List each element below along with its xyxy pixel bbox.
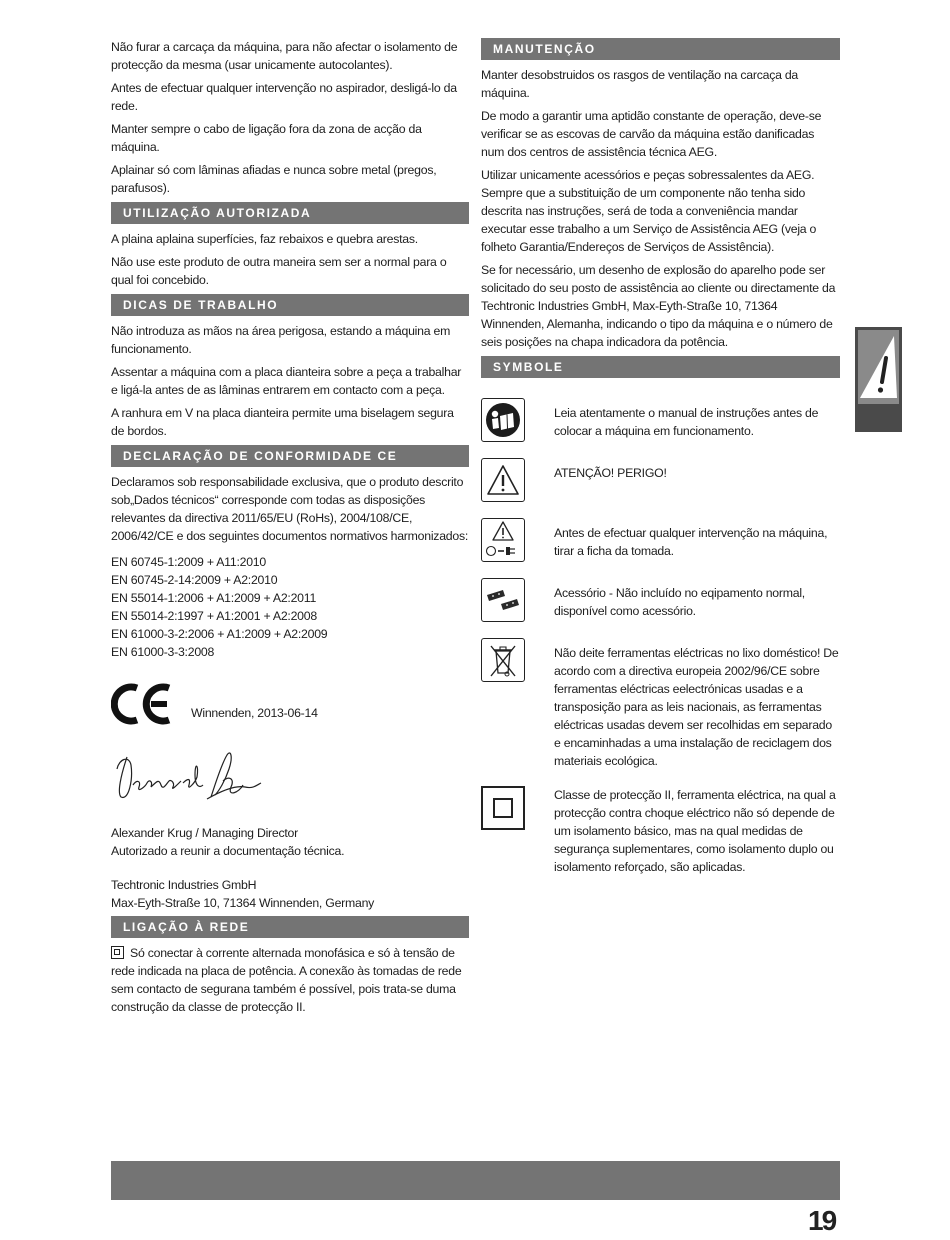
warning-triangle-icon xyxy=(481,458,525,502)
intro-paragraph-4: Aplainar só com lâminas afiadas e nunca sobre metal (pregos, parafusos). xyxy=(111,163,437,195)
standard-item: EN 61000-3-2:2006 + A1:2009 + A2:2009 xyxy=(111,627,328,641)
symbol-row-unplug xyxy=(481,518,840,562)
symbol-text-read-manual: Leia atentamente o manual de instruções antes de colocar a máquina em funcionamento. xyxy=(554,406,819,438)
symbol-text-class-ii: Classe de protecção II, ferramenta eléctrica, na qual a protecção contra choque eléctrico não só depende de um isolamento básico, mas na qual medidas de segurança suplementares, como isolamento duplo ou isolamento reforçado, são aplicadas. xyxy=(554,788,836,874)
standard-item: EN 60745-1:2009 + A11:2010 xyxy=(111,555,266,569)
company-block xyxy=(111,876,469,912)
left-column xyxy=(111,38,469,1021)
tips-paragraph-2: Assentar a máquina com a placa dianteira sobre a peça a trabalhar e ligá-la antes de as lâminas entrarem em contacto com a peça. xyxy=(111,365,462,397)
maint-paragraph-2: De modo a garantir uma aptidão constante de operação, deve-se verificar se as escovas de carvão da máquina estão danificadas num dos centros de assistência técnica AEG. xyxy=(481,109,822,159)
intro-paragraph-2: Antes de efectuar qualquer intervenção no aspirador, desligá-lo da rede. xyxy=(111,81,457,113)
symbol-text-warning: ATENÇÃO! PERIGO! xyxy=(554,466,667,480)
mains-paragraph xyxy=(111,944,469,1016)
maint-paragraph-4: Se for necessário, um desenho de explosão do aparelho pode ser solicitado do seu posto de assistência ao cliente ou directamente da Techtronic Industries GmbH, Max-Eyth-Straße 10, 71364 Winnenden, Alemanha, indicando o tipo da máquina e o número de seis posições na chapa indicadora da potência. xyxy=(481,263,836,349)
ce-declaration-text: Declaramos sob responsabilidade exclusiva, que o produto descrito sob„Dados técnicos“ corresponde com todas as disposições relevantes da directiva 2011/65/EU (RoHs), 2004/108/CE, 2006/42/CE e dos seguintes documentos normativos harmonizados: xyxy=(111,475,469,543)
mains-text: Só conectar à corrente alternada monofásica e só à tensão de rede indicada na placa de potência. A conexão às tomadas de rede sem contacto de segurana também é possível, pois trata-se duma construção da classe de protecção II. xyxy=(111,946,462,1014)
read-manual-icon xyxy=(481,398,525,442)
signature-image xyxy=(111,735,271,815)
crossed-bin-icon xyxy=(481,638,525,682)
maint-paragraph-1: Manter desobstruidos os rasgos de ventilação na carcaça da máquina. xyxy=(481,68,799,100)
section-heading-mains-connection: LIGAÇÃO À REDE xyxy=(111,916,469,938)
ce-mark-row xyxy=(111,679,469,729)
signer-name: Alexander Krug / Managing Director xyxy=(111,826,298,840)
signer-block xyxy=(111,824,469,860)
symbol-row-class-ii xyxy=(481,786,840,876)
section-heading-symbols: SYMBOLE xyxy=(481,356,840,378)
standard-item: EN 60745-2-14:2009 + A2:2010 xyxy=(111,573,278,587)
class-ii-icon xyxy=(481,786,525,830)
use-paragraph-2: Não use este produto de outra maneira sem ser a normal para o qual foi concebido. xyxy=(111,255,447,287)
signer-authorization: Autorizado a reunir a documentação técnica. xyxy=(111,844,345,858)
warning-tab-icon xyxy=(858,330,899,404)
standards-list xyxy=(111,553,469,661)
page-number: 19 xyxy=(808,1205,836,1236)
section-heading-maintenance: MANUTENÇÃO xyxy=(481,38,840,60)
tips-paragraph-3: A ranhura em V na placa dianteira permite uma biselagem segura de bordos. xyxy=(111,406,454,438)
standard-item: EN 55014-1:2006 + A1:2009 + A2:2011 xyxy=(111,591,317,605)
intro-paragraph-1: Não furar a carcaça da máquina, para não afectar o isolamento de protecção da mesma (usar unicamente autocolantes). xyxy=(111,40,458,72)
section-heading-ce-declaration: DECLARAÇÃO DE CONFORMIDADE CE xyxy=(111,445,469,467)
side-tab-panel xyxy=(858,330,899,404)
class-ii-inner-square xyxy=(493,798,513,818)
symbol-row-weee xyxy=(481,638,840,770)
accessory-blades-icon xyxy=(481,578,525,622)
standard-item: EN 55014-2:1997 + A1:2001 + A2:2008 xyxy=(111,609,317,623)
symbol-row-warning xyxy=(481,458,840,502)
symbol-row-accessory xyxy=(481,578,840,622)
section-heading-work-tips: DICAS DE TRABALHO xyxy=(111,294,469,316)
standard-item: EN 61000-3-3:2008 xyxy=(111,645,215,659)
ce-mark-icon xyxy=(111,682,173,726)
section-heading-authorized-use: UTILIZAÇÃO AUTORIZADA xyxy=(111,202,469,224)
footer-bar xyxy=(111,1161,840,1200)
class-ii-inline-icon xyxy=(111,946,124,959)
unplug-icon xyxy=(481,518,525,562)
company-name: Techtronic Industries GmbH xyxy=(111,878,257,892)
symbol-row-read-manual xyxy=(481,398,840,442)
tips-paragraph-1: Não introduza as mãos na área perigosa, estando a máquina em funcionamento. xyxy=(111,324,451,356)
company-address: Max-Eyth-Straße 10, 71364 Winnenden, Germany xyxy=(111,896,375,910)
right-column xyxy=(481,38,840,892)
maint-paragraph-3: Utilizar unicamente acessórios e peças sobressalentes da AEG. Sempre que a substituição de um componente não tenha sido descrita nas instruções, será de toda a conveniência mandar executar esse trabalho a um Serviço de Assistência AEG (veja o folheto Garantia/Endereços de Serviços de Assistência). xyxy=(481,168,817,254)
use-paragraph-1: A plaina aplaina superfícies, faz rebaixos e quebra arestas. xyxy=(111,232,418,246)
symbol-text-accessory: Acessório - Não incluído no eqipamento normal, disponível como acessório. xyxy=(554,586,805,618)
symbol-text-unplug: Antes de efectuar qualquer intervenção na máquina, tirar a ficha da tomada. xyxy=(554,526,828,558)
intro-paragraph-3: Manter sempre o cabo de ligação fora da zona de acção da máquina. xyxy=(111,122,422,154)
place-date: Winnenden, 2013-06-14 xyxy=(191,706,318,720)
side-warning-tab xyxy=(855,327,902,432)
symbol-text-weee: Não deite ferramentas eléctricas no lixo doméstico! De acordo com a directiva europeia 2002/96/CE sobre ferramentas eléctricas eelectrónicas usadas e a transposição para as leis nacionais, as ferramentas eléctricas usadas devem ser recolhidas em separado e encaminhadas a uma instalação de reciclagem dos materiais ecológica. xyxy=(554,646,839,768)
